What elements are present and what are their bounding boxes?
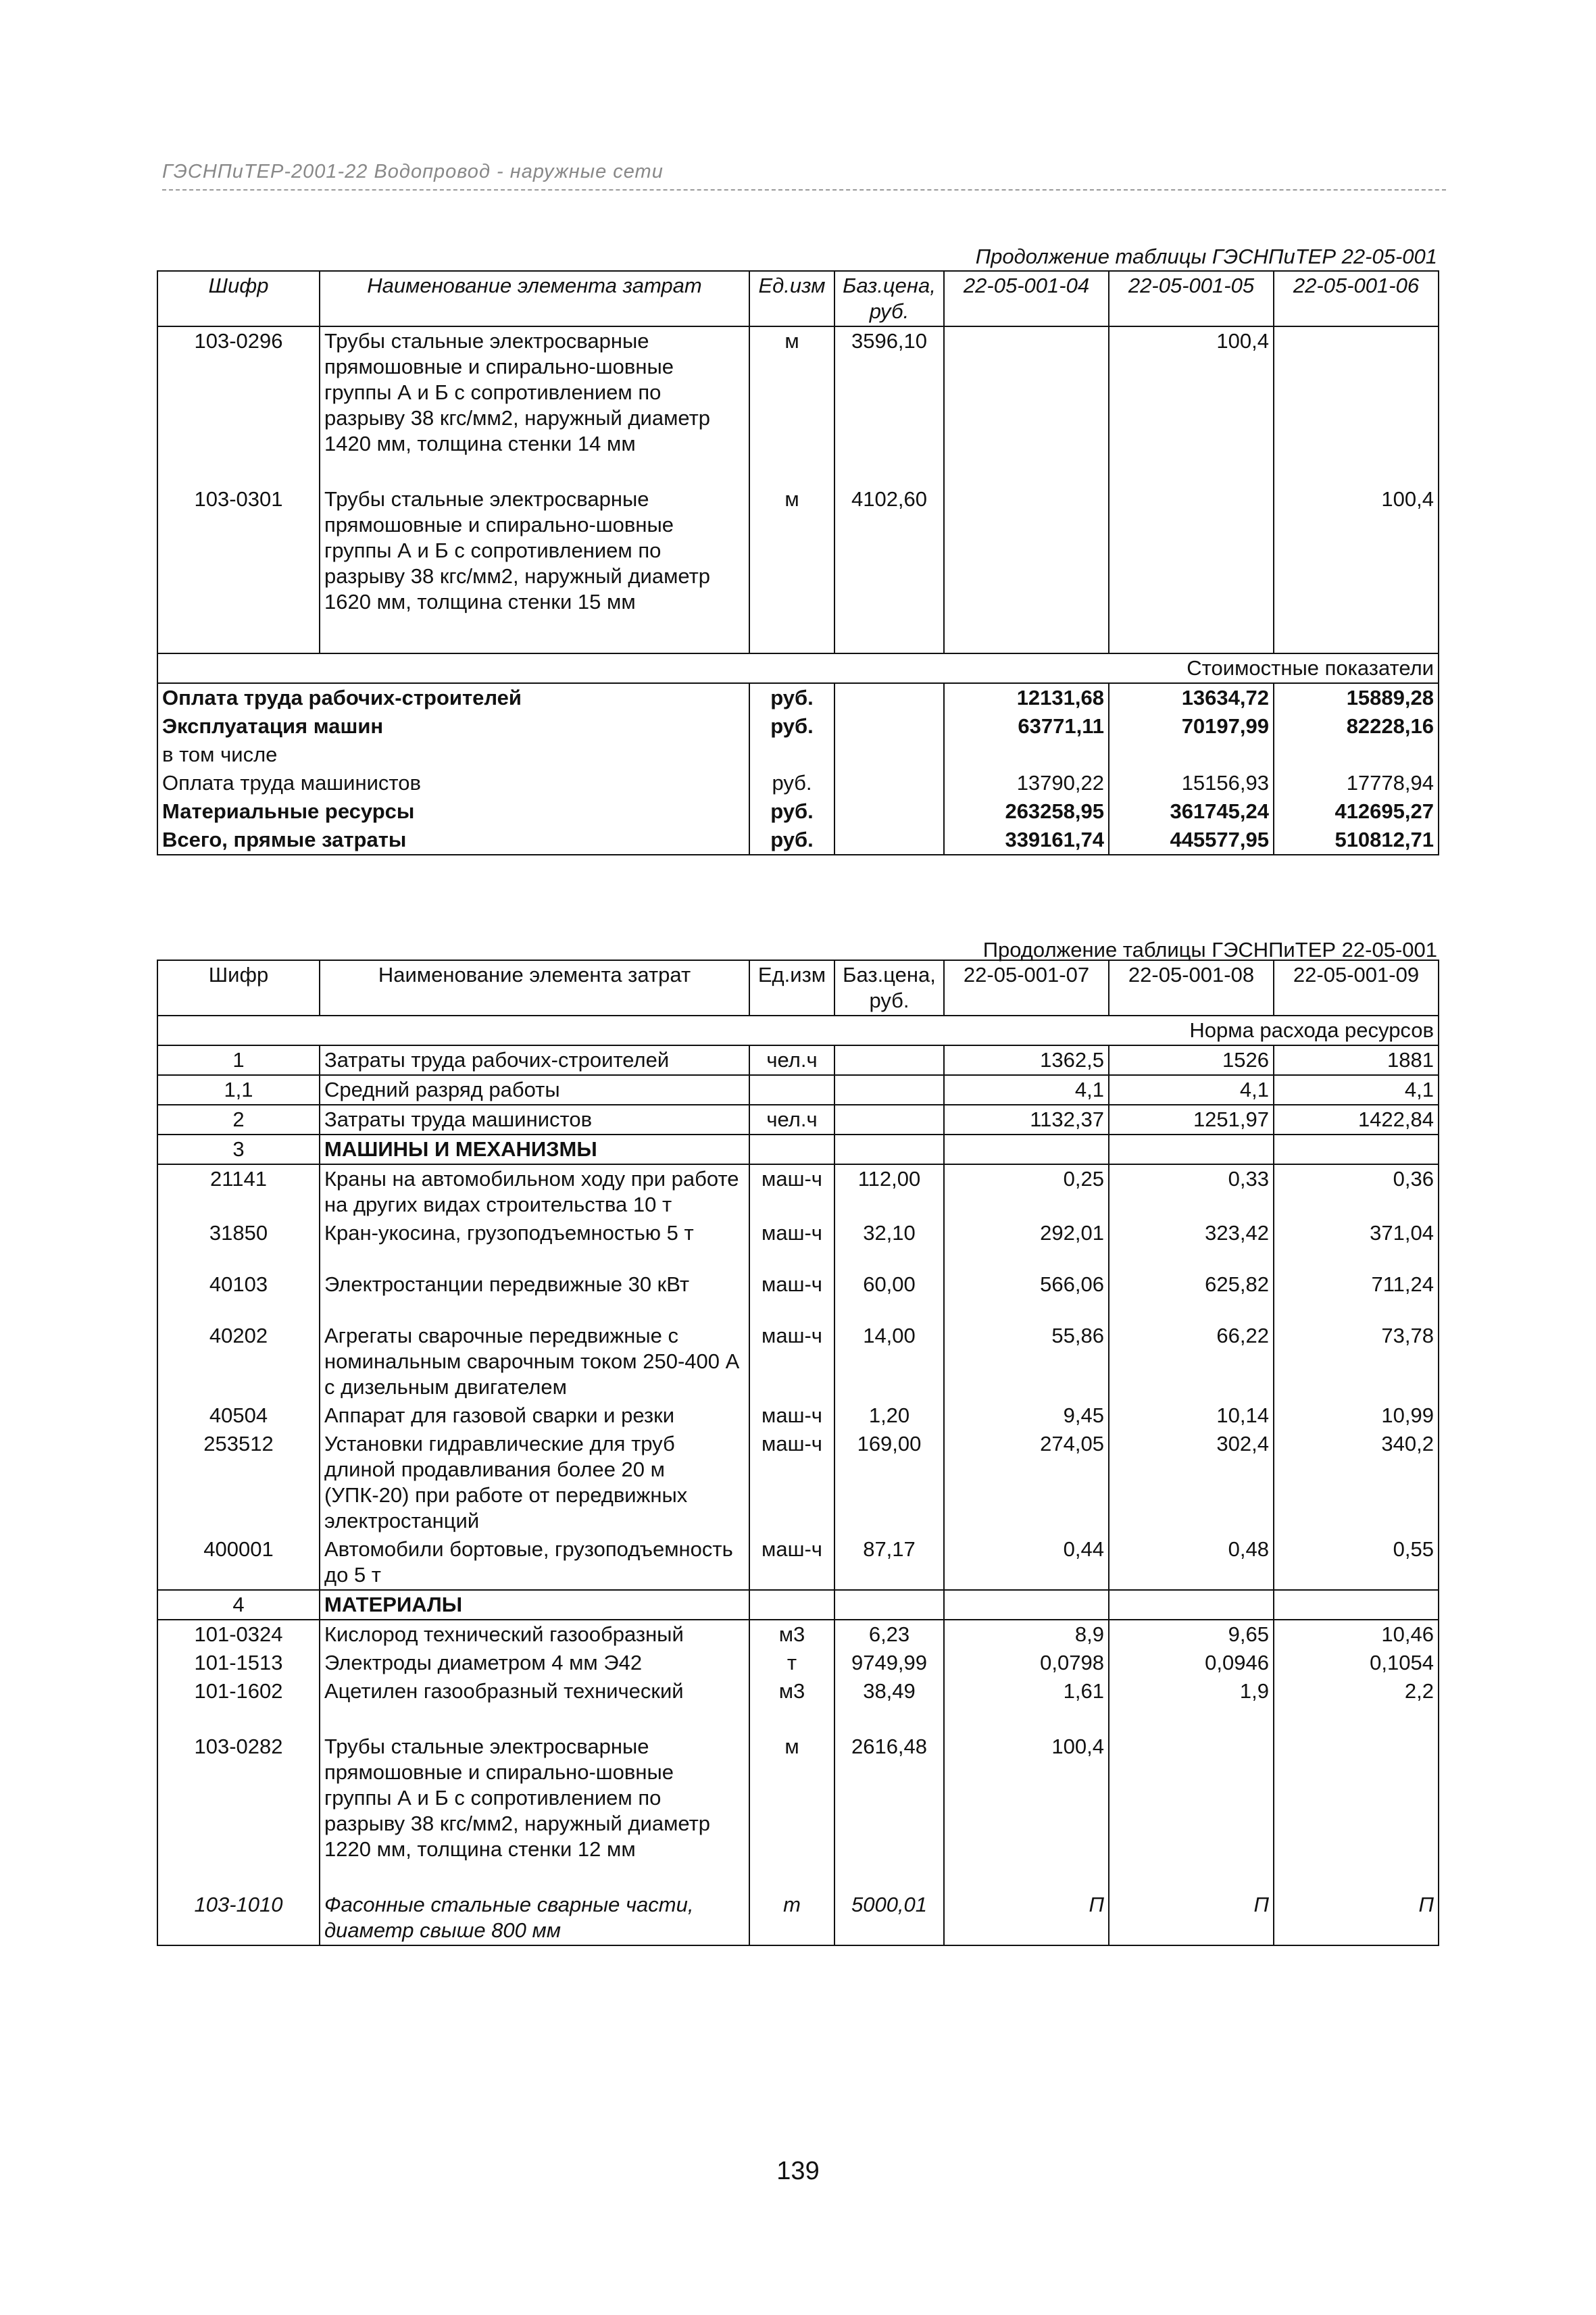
- cell-code: 40202: [157, 1322, 320, 1401]
- cell-code: 103-0296: [157, 326, 320, 458]
- cell-value: 1526: [1109, 1045, 1274, 1075]
- summary-value: 82228,16: [1274, 712, 1439, 741]
- cell-value: 0,0798: [944, 1649, 1109, 1677]
- table-row: [157, 1430, 1439, 1535]
- cell-value: 10,46: [1274, 1620, 1439, 1649]
- column-header: Шифр: [157, 960, 320, 1016]
- cell-name: Трубы стальные электросварные прямошовные и спирально-шовные группы А и Б с сопротивлением по разрыву 38 кгс/мм2, наружный диаметр 1620 мм, толщина стенки 15 мм: [320, 485, 749, 616]
- summary-unit: руб.: [749, 797, 834, 826]
- table-row: [157, 1105, 1439, 1135]
- cell-unit: м: [749, 485, 834, 616]
- cost-indicators-band: Стоимостные показатели: [157, 653, 1439, 683]
- cell-unit: т: [749, 1891, 834, 1945]
- cell-price: [834, 1105, 944, 1135]
- table-header-row: [157, 271, 1439, 326]
- column-header: Наименование элемента затрат: [320, 271, 749, 326]
- cell-name: Трубы стальные электросварные прямошовные и спирально-шовные группы А и Б с сопротивлением по разрыву 38 кгс/мм2, наружный диаметр 1220 мм, толщина стенки 12 мм: [320, 1733, 749, 1864]
- cell-value: [1109, 485, 1274, 616]
- cell-value: 1,61: [944, 1677, 1109, 1733]
- cell-unit: чел.ч: [749, 1045, 834, 1075]
- cell-value: 66,22: [1109, 1322, 1274, 1401]
- cell-value: 625,82: [1109, 1270, 1274, 1322]
- section-heading-row: [157, 1135, 1439, 1164]
- cell-value: 0,0946: [1109, 1649, 1274, 1677]
- cell-value: 0,55: [1274, 1535, 1439, 1590]
- column-header: 22-05-001-05: [1109, 271, 1274, 326]
- summary-unit: руб.: [749, 769, 834, 797]
- table-row: [157, 1649, 1439, 1677]
- cell-code: 101-1513: [157, 1649, 320, 1677]
- cell-value: П: [1109, 1891, 1274, 1945]
- cell-unit: маш-ч: [749, 1270, 834, 1322]
- section-heading: МАШИНЫ И МЕХАНИЗМЫ: [320, 1135, 749, 1164]
- cell-name: Средний разряд работы: [320, 1075, 749, 1105]
- cell-unit: [749, 1075, 834, 1105]
- cell-code: 1,1: [157, 1075, 320, 1105]
- cell-value: [1109, 1733, 1274, 1864]
- summary-unit: руб.: [749, 683, 834, 712]
- cell-value: 100,4: [1274, 485, 1439, 616]
- cell-name: Кислород технический газообразный: [320, 1620, 749, 1649]
- cell-unit: маш-ч: [749, 1322, 834, 1401]
- table-row: [157, 1219, 1439, 1270]
- table-row: [157, 1270, 1439, 1322]
- cell-code: 101-0324: [157, 1620, 320, 1649]
- cell-value: 371,04: [1274, 1219, 1439, 1270]
- cell-price: 6,23: [834, 1620, 944, 1649]
- cell-name: Краны на автомобильном ходу при работе на других видах строительства 10 т: [320, 1164, 749, 1219]
- summary-value: 13790,22: [944, 769, 1109, 797]
- table-row: [157, 1677, 1439, 1733]
- cell-price: 60,00: [834, 1270, 944, 1322]
- cell-price: 87,17: [834, 1535, 944, 1590]
- column-header: 22-05-001-04: [944, 271, 1109, 326]
- cell-price: [834, 1075, 944, 1105]
- resource-table-2: [157, 960, 1439, 1946]
- cell-price: 169,00: [834, 1430, 944, 1535]
- cell-code: 2: [157, 1105, 320, 1135]
- table-row: [157, 1620, 1439, 1649]
- cell-unit: маш-ч: [749, 1164, 834, 1219]
- summary-label: Оплата труда машинистов: [157, 769, 749, 797]
- cell-name: Ацетилен газообразный технический: [320, 1677, 749, 1733]
- cell-name: Фасонные стальные сварные части, диаметр свыше 800 мм: [320, 1891, 749, 1945]
- summary-value: 510812,71: [1274, 826, 1439, 855]
- cell-value: 10,99: [1274, 1401, 1439, 1430]
- column-header: 22-05-001-07: [944, 960, 1109, 1016]
- column-header: 22-05-001-08: [1109, 960, 1274, 1016]
- summary-value: 15156,93: [1109, 769, 1274, 797]
- cell-price: [834, 1045, 944, 1075]
- summary-value: 13634,72: [1109, 683, 1274, 712]
- cell-name: Аппарат для газовой сварки и резки: [320, 1401, 749, 1430]
- running-header: ГЭСНПиТЕР-2001-22 Водопровод - наружные сети: [162, 161, 664, 182]
- table-row: [157, 1535, 1439, 1590]
- cell-code: 40504: [157, 1401, 320, 1430]
- cell-code: 101-1602: [157, 1677, 320, 1733]
- column-header: Шифр: [157, 271, 320, 326]
- cell-value: 73,78: [1274, 1322, 1439, 1401]
- column-header: 22-05-001-09: [1274, 960, 1439, 1016]
- column-header: Наименование элемента затрат: [320, 960, 749, 1016]
- cell-code: 103-1010: [157, 1891, 320, 1945]
- cell-value: 1251,97: [1109, 1105, 1274, 1135]
- summary-label: Эксплуатация машин: [157, 712, 749, 741]
- cell-price: 3596,10: [834, 326, 944, 458]
- cell-value: [1274, 1733, 1439, 1864]
- table-caption-1: Продолжение таблицы ГЭСНПиТЕР 22-05-001: [975, 245, 1437, 268]
- cell-value: П: [944, 1891, 1109, 1945]
- cell-code: 400001: [157, 1535, 320, 1590]
- cell-value: 0,44: [944, 1535, 1109, 1590]
- column-header: Баз.цена, руб.: [834, 271, 944, 326]
- header-divider: [162, 189, 1446, 191]
- summary-label: в том числе: [157, 741, 749, 769]
- cell-value: 0,25: [944, 1164, 1109, 1219]
- column-header: Ед.изм: [749, 271, 834, 326]
- table-row: [157, 1045, 1439, 1075]
- cell-code: 3: [157, 1135, 320, 1164]
- cell-code: 103-0301: [157, 485, 320, 616]
- cell-value: 2,2: [1274, 1677, 1439, 1733]
- cell-price: 5000,01: [834, 1891, 944, 1945]
- cell-value: 0,36: [1274, 1164, 1439, 1219]
- table-row: [157, 1164, 1439, 1219]
- cell-unit: м: [749, 326, 834, 458]
- table-row: [157, 1733, 1439, 1864]
- table-row: [157, 326, 1439, 458]
- cell-name: Электроды диаметром 4 мм Э42: [320, 1649, 749, 1677]
- summary-value: 445577,95: [1109, 826, 1274, 855]
- section-heading: МАТЕРИАЛЫ: [320, 1590, 749, 1620]
- cell-unit: чел.ч: [749, 1105, 834, 1135]
- cell-value: 4,1: [944, 1075, 1109, 1105]
- cell-name: Автомобили бортовые, грузоподъемность до 5 т: [320, 1535, 749, 1590]
- cell-value: 1881: [1274, 1045, 1439, 1075]
- cell-value: 8,9: [944, 1620, 1109, 1649]
- summary-value: 63771,11: [944, 712, 1109, 741]
- cell-value: 9,65: [1109, 1620, 1274, 1649]
- cell-code: 253512: [157, 1430, 320, 1535]
- cell-price: 4102,60: [834, 485, 944, 616]
- cell-price: 2616,48: [834, 1733, 944, 1864]
- cell-price: 14,00: [834, 1322, 944, 1401]
- cell-name: Агрегаты сварочные передвижные с номинальным сварочным током 250-400 А с дизельным двигателем: [320, 1322, 749, 1401]
- cell-name: Трубы стальные электросварные прямошовные и спирально-шовные группы А и Б с сопротивлением по разрыву 38 кгс/мм2, наружный диаметр 1420 мм, толщина стенки 14 мм: [320, 326, 749, 458]
- cell-price: 32,10: [834, 1219, 944, 1270]
- table-caption-2: Продолжение таблицы ГЭСНПиТЕР 22-05-001: [982, 938, 1437, 962]
- table-header-row: [157, 960, 1439, 1016]
- column-header: Ед.изм: [749, 960, 834, 1016]
- cell-value: 4,1: [1109, 1075, 1274, 1105]
- summary-value: 339161,74: [944, 826, 1109, 855]
- cell-value: 566,06: [944, 1270, 1109, 1322]
- cell-unit: маш-ч: [749, 1535, 834, 1590]
- cell-value: 711,24: [1274, 1270, 1439, 1322]
- cell-name: Кран-укосина, грузоподъемностью 5 т: [320, 1219, 749, 1270]
- table-row: [157, 1401, 1439, 1430]
- page-number: 139: [776, 2157, 820, 2185]
- cell-code: 31850: [157, 1219, 320, 1270]
- cell-value: П: [1274, 1891, 1439, 1945]
- resource-table-1: [157, 270, 1439, 855]
- resource-norm-band: Норма расхода ресурсов: [157, 1016, 1439, 1045]
- cell-unit: маш-ч: [749, 1219, 834, 1270]
- summary-value: 412695,27: [1274, 797, 1439, 826]
- cell-name: Затраты труда рабочих-строителей: [320, 1045, 749, 1075]
- table-row: [157, 485, 1439, 616]
- cell-unit: маш-ч: [749, 1401, 834, 1430]
- cell-unit: м3: [749, 1677, 834, 1733]
- cell-value: 0,33: [1109, 1164, 1274, 1219]
- cell-value: 0,1054: [1274, 1649, 1439, 1677]
- cell-value: 4,1: [1274, 1075, 1439, 1105]
- cell-price: 9749,99: [834, 1649, 944, 1677]
- summary-unit: руб.: [749, 826, 834, 855]
- cell-unit: м: [749, 1733, 834, 1864]
- cell-name: Затраты труда машинистов: [320, 1105, 749, 1135]
- cell-value: 1,9: [1109, 1677, 1274, 1733]
- summary-unit: руб.: [749, 712, 834, 741]
- summary-label: Оплата труда рабочих-строителей: [157, 683, 749, 712]
- summary-value: 263258,95: [944, 797, 1109, 826]
- cell-value: 323,42: [1109, 1219, 1274, 1270]
- cell-name: Электростанции передвижные 30 кВт: [320, 1270, 749, 1322]
- cell-value: 340,2: [1274, 1430, 1439, 1535]
- cell-code: 21141: [157, 1164, 320, 1219]
- summary-value: 70197,99: [1109, 712, 1274, 741]
- cell-value: [944, 485, 1109, 616]
- cell-price: 38,49: [834, 1677, 944, 1733]
- cell-code: 103-0282: [157, 1733, 320, 1864]
- table-row: [157, 1075, 1439, 1105]
- cell-code: 4: [157, 1590, 320, 1620]
- column-header: 22-05-001-06: [1274, 271, 1439, 326]
- cell-code: 40103: [157, 1270, 320, 1322]
- summary-value: 12131,68: [944, 683, 1109, 712]
- cell-value: 1422,84: [1274, 1105, 1439, 1135]
- cell-value: 1362,5: [944, 1045, 1109, 1075]
- cell-value: 1132,37: [944, 1105, 1109, 1135]
- cell-unit: т: [749, 1649, 834, 1677]
- cell-value: 9,45: [944, 1401, 1109, 1430]
- summary-value: 361745,24: [1109, 797, 1274, 826]
- cell-unit: м3: [749, 1620, 834, 1649]
- summary-label: Всего, прямые затраты: [157, 826, 749, 855]
- cell-price: 112,00: [834, 1164, 944, 1219]
- cell-value: [1274, 326, 1439, 458]
- cell-value: 274,05: [944, 1430, 1109, 1535]
- cell-unit: маш-ч: [749, 1430, 834, 1535]
- cell-value: 55,86: [944, 1322, 1109, 1401]
- cell-value: 100,4: [944, 1733, 1109, 1864]
- cell-value: 302,4: [1109, 1430, 1274, 1535]
- summary-label: Материальные ресурсы: [157, 797, 749, 826]
- cell-value: 292,01: [944, 1219, 1109, 1270]
- summary-value: 15889,28: [1274, 683, 1439, 712]
- cell-code: 1: [157, 1045, 320, 1075]
- table-row: [157, 1891, 1439, 1945]
- table-row: [157, 1322, 1439, 1401]
- cell-price: 1,20: [834, 1401, 944, 1430]
- summary-value: 17778,94: [1274, 769, 1439, 797]
- cell-value: 0,48: [1109, 1535, 1274, 1590]
- cell-value: [944, 326, 1109, 458]
- cell-value: 100,4: [1109, 326, 1274, 458]
- column-header: Баз.цена, руб.: [834, 960, 944, 1016]
- cell-value: 10,14: [1109, 1401, 1274, 1430]
- section-heading-row: [157, 1590, 1439, 1620]
- cell-name: Установки гидравлические для труб длиной продавливания более 20 м (УПК-20) при работе от передвижных электростанций: [320, 1430, 749, 1535]
